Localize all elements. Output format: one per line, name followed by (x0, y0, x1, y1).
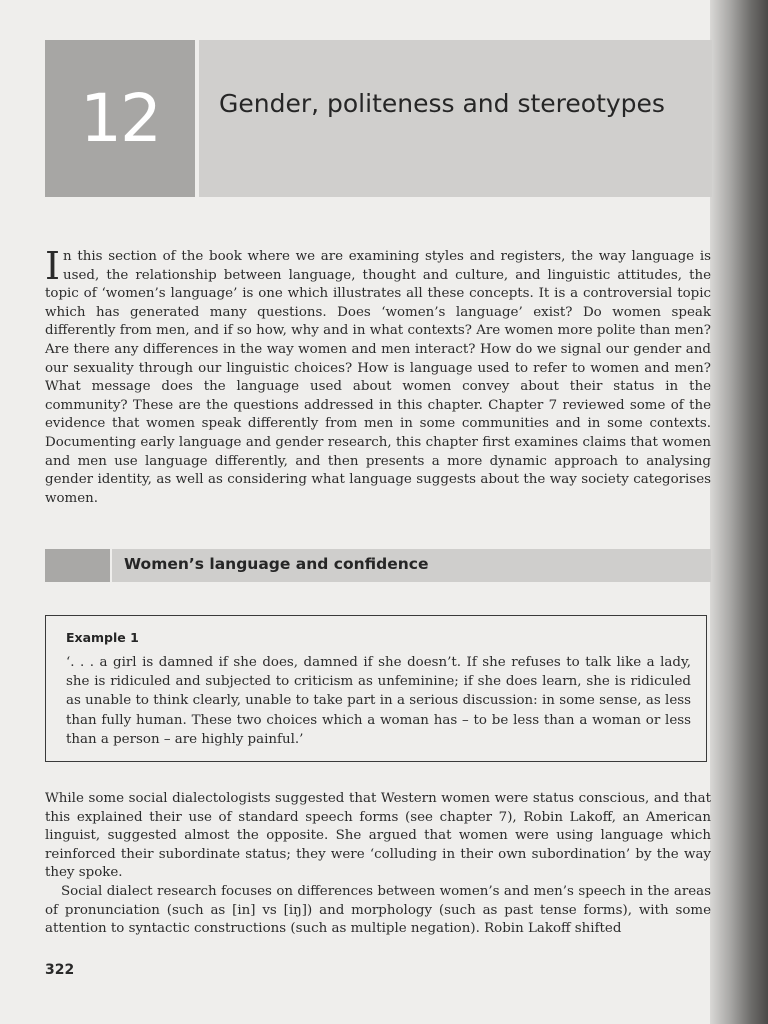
chapter-title-box (199, 40, 712, 197)
section-title: Women’s language and confidence (124, 555, 429, 573)
body-text (45, 790, 711, 939)
chapter-header (45, 40, 712, 197)
intro-paragraph (45, 244, 711, 508)
example-quote: ‘. . . a girl is damned if she does, damned if she doesn’t. If she refuses to talk like a lady, she is ridiculed and subjected to criticism as unfeminine; if she does learn, she is ridiculed as unable to think clearly, unable to take part in a serious discussion: in some sense, as less than fully human. These two choices which a woman has – to be less than a woman or less than a person – are highly painful.’ (66, 655, 691, 747)
chapter-number: 12 (80, 80, 160, 157)
body-paragraph-1: While some social dialectologists suggested that Western women were status conscious, and that this explained their use of standard speech forms (see chapter 7), Robin Lakoff, an American linguist, suggested almost the opposite. She argued that women were using language which reinforced their subordinate status; they were ‘colluding in their own subordination’ by the way they spoke. (45, 791, 711, 881)
example-box (45, 615, 707, 762)
book-gutter-shadow (710, 0, 768, 1024)
example-label: Example 1 (66, 630, 139, 645)
chapter-number-box (45, 40, 195, 197)
section-header-block (45, 549, 110, 582)
page-number: 322 (45, 962, 75, 978)
body-paragraph-2: Social dialect research focuses on differences between women’s and men’s speech in the areas of pronunciation (such as [in] vs [iŋ]) and morphology (such as past tense forms), with some attention to syntactic constructions (such as multiple negation). Robin Lakoff shifted (45, 883, 711, 937)
drop-cap: I (45, 244, 61, 288)
chapter-title: Gender, politeness and stereotypes (219, 89, 665, 118)
section-header-bar (112, 549, 711, 582)
section-header (45, 549, 711, 582)
intro-text: n this section of the book where we are examining styles and registers, the way language is used, the relationship between language, thought and culture, and linguistic attitudes, the topic of ‘women’s language’ is one which illustrates all these concepts. It is a controversial topic which has generated many questions. Does ‘women’s language’ exist? Do women speak differently from men, and if so how, why and in what contexts? Are women more polite than men? Are there any differences in the way women and men interact? How do we signal our gender and our sexuality through our linguistic choices? How is language used to refer to women and men? What message does the language used about women convey about their status in the community? These are the questions addressed in this chapter. Chapter 7 reviewed some of the evidence that women speak differently from men in some communities and in some contexts. Documenting early language and gender research, this chapter first examines claims that women and men use language differently, and then presents a more dynamic approach to analysing gender identity, as well as considering what language suggests about the way society categorises women. (45, 249, 711, 506)
